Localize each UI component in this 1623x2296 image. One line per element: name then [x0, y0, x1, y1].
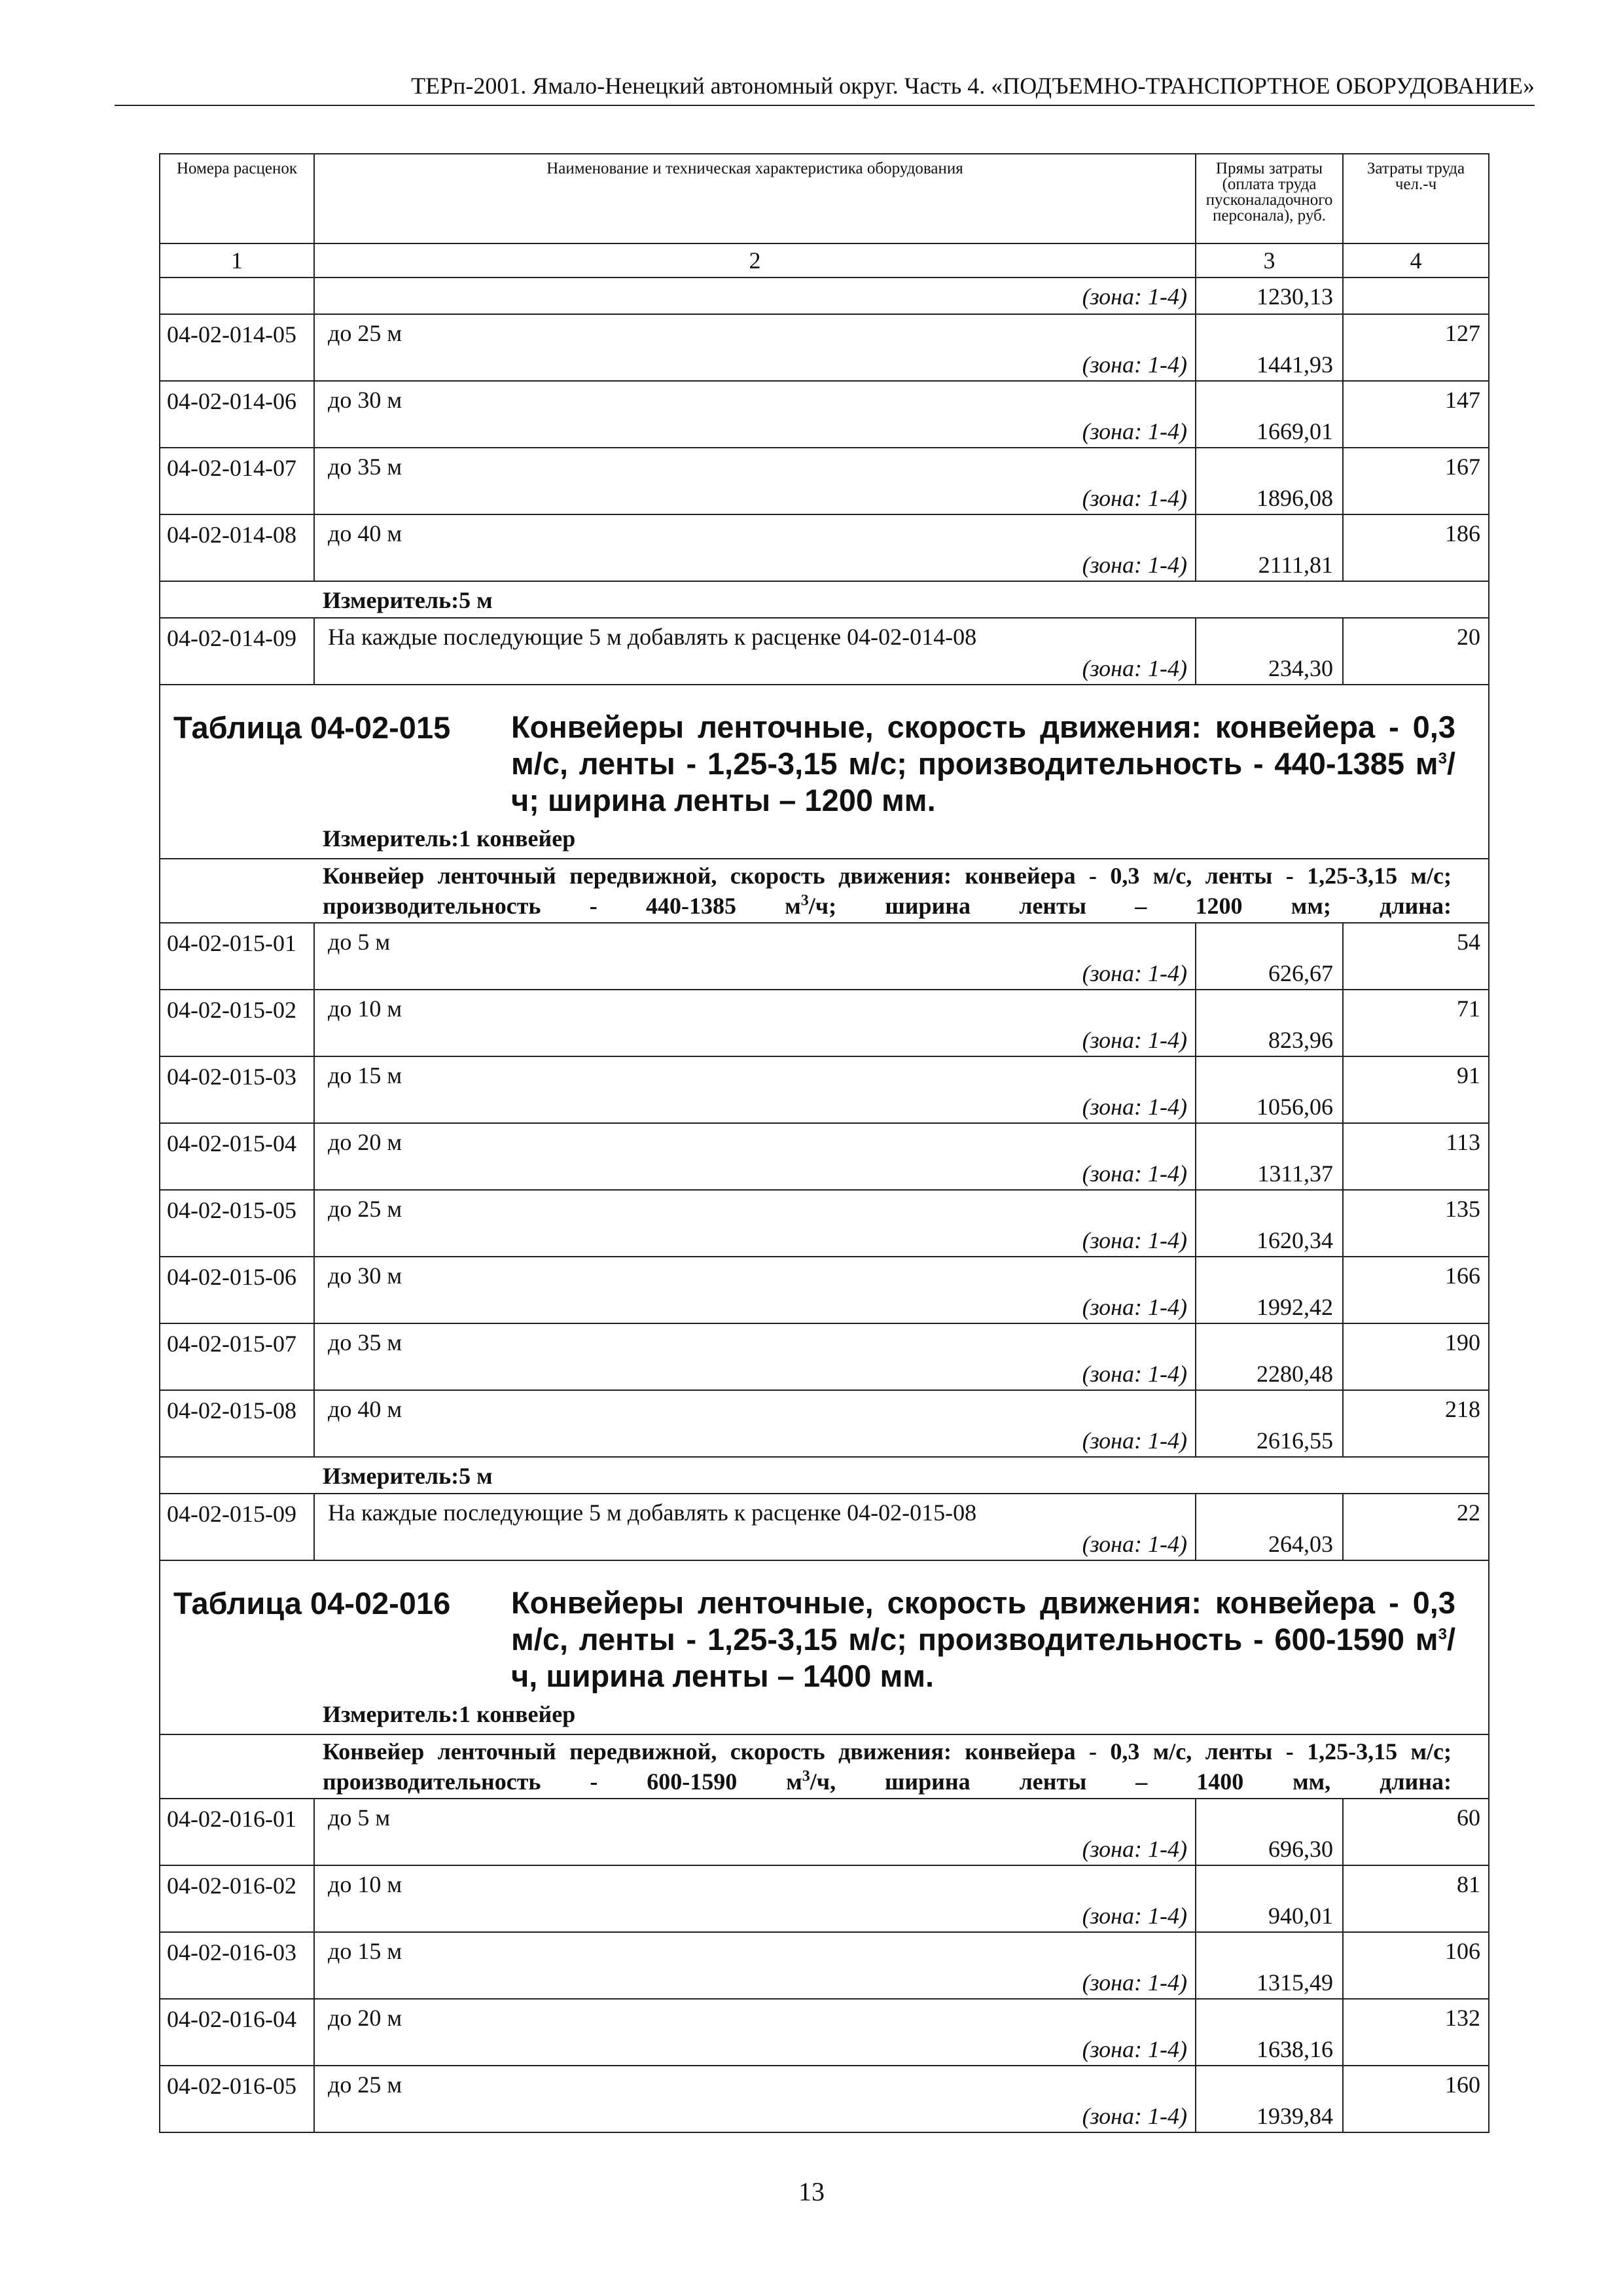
labor-value: 54	[1343, 923, 1489, 990]
running-header	[115, 67, 1535, 106]
cost-value: 823,96	[1196, 990, 1343, 1056]
description-text: производительность - 440-1385 м	[323, 893, 801, 919]
table-row	[160, 1999, 1489, 2066]
measure-label: Измеритель:5 м	[160, 581, 1489, 618]
rate-code: 04-02-016-02	[160, 1865, 314, 1932]
table-row	[160, 448, 1489, 514]
rate-name-text: до 5 м	[328, 929, 391, 955]
section-heading-row	[160, 1560, 1489, 1734]
rate-name	[314, 990, 1196, 1056]
rate-name	[314, 1323, 1196, 1390]
table-row	[160, 1799, 1489, 1865]
table-row	[160, 1323, 1489, 1390]
col-number: 4	[1343, 243, 1489, 278]
rate-name-text: до 15 м	[328, 1062, 402, 1088]
rate-name-text: до 40 м	[328, 1396, 402, 1422]
labor-value: 190	[1343, 1323, 1489, 1390]
zone-label: (зона: 1-4)	[1082, 1027, 1187, 1053]
zone-label: (зона: 1-4)	[1082, 1903, 1187, 1929]
cost-value: 264,03	[1196, 1494, 1343, 1560]
zone-label: (зона: 1-4)	[1082, 1227, 1187, 1253]
measure-row	[160, 581, 1489, 618]
zone-label: (зона: 1-4)	[1082, 1969, 1187, 1996]
rate-code: 04-02-015-03	[160, 1056, 314, 1123]
rate-name	[314, 448, 1196, 514]
rate-code: 04-02-015-06	[160, 1257, 314, 1323]
zone-label: (зона: 1-4)	[1082, 1427, 1187, 1454]
col-header-code: Номера расценок	[160, 154, 314, 243]
zone-label: (зона: 1-4)	[1082, 960, 1187, 986]
labor-value: 91	[1343, 1056, 1489, 1123]
rate-code: 04-02-014-08	[160, 514, 314, 581]
labor-value: 218	[1343, 1390, 1489, 1457]
col-header-labor: Затраты труда чел.-ч	[1343, 154, 1489, 243]
rate-name	[314, 1865, 1196, 1932]
measure-label: Измеритель:1 конвейер	[323, 1701, 576, 1727]
table-row	[160, 1932, 1489, 1999]
cost-value: 2111,81	[1196, 514, 1343, 581]
zone-label: (зона: 1-4)	[314, 278, 1196, 314]
zone-label: (зона: 1-4)	[1082, 1294, 1187, 1320]
section-title	[511, 1585, 1455, 1695]
zone-label: (зона: 1-4)	[1082, 418, 1187, 444]
cost-value: 1230,13	[1196, 278, 1343, 314]
measure-label: Измеритель:1 конвейер	[323, 825, 576, 852]
rate-name-text: до 20 м	[328, 1129, 402, 1155]
rate-code: 04-02-015-09	[160, 1494, 314, 1560]
rate-name	[314, 1999, 1196, 2066]
rate-name	[314, 314, 1196, 381]
rate-code: 04-02-016-05	[160, 2066, 314, 2132]
zone-label: (зона: 1-4)	[1082, 485, 1187, 511]
empty-cell	[1343, 278, 1489, 314]
table-row	[160, 618, 1489, 685]
cost-value: 1441,93	[1196, 314, 1343, 381]
cost-value: 234,30	[1196, 618, 1343, 685]
table-row	[160, 381, 1489, 448]
rate-name-text: до 25 м	[328, 2072, 402, 2098]
cost-value: 2280,48	[1196, 1323, 1343, 1390]
table-row	[160, 2066, 1489, 2132]
cost-value: 1315,49	[1196, 1932, 1343, 1999]
col-number: 3	[1196, 243, 1343, 278]
labor-value: 147	[1343, 381, 1489, 448]
section-title-text: /ч, ширина ленты – 1400 мм.	[511, 1622, 1455, 1693]
rate-name-text: до 25 м	[328, 1196, 402, 1222]
col-number: 1	[160, 243, 314, 278]
labor-value: 113	[1343, 1123, 1489, 1190]
table-row	[160, 1390, 1489, 1457]
rate-name	[314, 1123, 1196, 1190]
section-title-text: Конвейеры ленточные, скорость движения: конвейера - 0,3 м/с, ленты - 1,25-3,15 м/с; производительность - 440-1385 м	[511, 709, 1455, 781]
rate-name	[314, 1390, 1196, 1457]
rate-code: 04-02-014-06	[160, 381, 314, 448]
zone-label: (зона: 1-4)	[1082, 552, 1187, 578]
zone-label: (зона: 1-4)	[1082, 1094, 1187, 1120]
zone-label: (зона: 1-4)	[1082, 2103, 1187, 2129]
rate-name	[314, 514, 1196, 581]
table-row	[160, 1190, 1489, 1257]
section-title	[511, 709, 1455, 819]
table-row	[160, 1494, 1489, 1560]
rate-code: 04-02-015-01	[160, 923, 314, 990]
description-line	[323, 1767, 1452, 1797]
rates-table	[159, 153, 1489, 2133]
rate-code: 04-02-015-07	[160, 1323, 314, 1390]
measure-label: Измеритель:5 м	[160, 1457, 1489, 1494]
cost-value: 1638,16	[1196, 1999, 1343, 2066]
rate-name-text: до 30 м	[328, 1263, 402, 1289]
labor-value: 135	[1343, 1190, 1489, 1257]
cost-value: 1896,08	[1196, 448, 1343, 514]
labor-value: 20	[1343, 618, 1489, 685]
rate-name-text: до 35 м	[328, 454, 402, 480]
labor-value: 60	[1343, 1799, 1489, 1865]
zone-label: (зона: 1-4)	[1082, 2036, 1187, 2062]
rate-name-text: до 10 м	[328, 1871, 402, 1897]
column-number-row	[160, 243, 1489, 278]
section-heading	[160, 685, 1489, 859]
rate-name-text: до 40 м	[328, 520, 402, 547]
labor-value: 127	[1343, 314, 1489, 381]
cost-value: 1939,84	[1196, 2066, 1343, 2132]
table-row	[160, 1056, 1489, 1123]
rate-name-text: до 15 м	[328, 1938, 402, 1964]
cost-value: 1669,01	[1196, 381, 1343, 448]
rate-name	[314, 381, 1196, 448]
rate-name-text: до 20 м	[328, 2005, 402, 2031]
rate-name	[314, 1494, 1196, 1560]
rate-code: 04-02-016-01	[160, 1799, 314, 1865]
section-id: Таблица 04-02-016	[173, 1586, 451, 1621]
cost-value: 940,01	[1196, 1865, 1343, 1932]
superscript: 3	[802, 1768, 810, 1785]
rate-name	[314, 2066, 1196, 2132]
section-heading-row	[160, 685, 1489, 859]
section-id: Таблица 04-02-015	[173, 710, 451, 745]
cost-value: 1056,06	[1196, 1056, 1343, 1123]
col-header-cost: Прямы затраты (оплата труда пусконаладочного персонала), руб.	[1196, 154, 1343, 243]
superscript: 3	[1438, 749, 1447, 768]
equipment-description	[160, 859, 1489, 923]
col-header-name: Наименование и техническая характеристика оборудования	[314, 154, 1196, 243]
col-number: 2	[314, 243, 1196, 278]
description-text: /ч; ширина ленты – 1200 мм; длина:	[808, 893, 1452, 919]
cost-value: 2616,55	[1196, 1390, 1343, 1457]
description-text: производительность - 600-1590 м	[323, 1768, 802, 1795]
rate-name-text: до 5 м	[328, 1804, 391, 1831]
labor-value: 166	[1343, 1257, 1489, 1323]
page-number: 13	[798, 2177, 825, 2206]
zone-label: (зона: 1-4)	[1082, 655, 1187, 681]
table-row	[160, 1123, 1489, 1190]
labor-value: 106	[1343, 1932, 1489, 1999]
superscript: 3	[800, 892, 809, 909]
rate-code: 04-02-015-05	[160, 1190, 314, 1257]
rate-name	[314, 1190, 1196, 1257]
labor-value: 160	[1343, 2066, 1489, 2132]
rate-code: 04-02-016-03	[160, 1932, 314, 1999]
description-line	[323, 891, 1452, 921]
zone-label: (зона: 1-4)	[1082, 351, 1187, 378]
rate-name-text: На каждые последующие 5 м добавлять к расценке 04-02-015-08	[328, 1499, 977, 1526]
rate-name	[314, 1799, 1196, 1865]
table-row	[160, 314, 1489, 381]
cost-value: 626,67	[1196, 923, 1343, 990]
section-heading	[160, 1560, 1489, 1734]
cost-value: 1311,37	[1196, 1123, 1343, 1190]
rate-code: 04-02-015-02	[160, 990, 314, 1056]
table-row	[160, 514, 1489, 581]
table-row	[160, 1257, 1489, 1323]
continuation-row	[160, 278, 1489, 314]
table-row	[160, 923, 1489, 990]
description-text: /ч, ширина ленты – 1400 мм, длина:	[810, 1768, 1452, 1795]
labor-value: 22	[1343, 1494, 1489, 1560]
rate-name-text: до 30 м	[328, 387, 402, 413]
zone-label: (зона: 1-4)	[1082, 1361, 1187, 1387]
cost-value: 1992,42	[1196, 1257, 1343, 1323]
measure-row	[160, 1457, 1489, 1494]
labor-value: 71	[1343, 990, 1489, 1056]
rate-code: 04-02-016-04	[160, 1999, 314, 2066]
superscript: 3	[1438, 1625, 1447, 1643]
zone-label: (зона: 1-4)	[1082, 1160, 1187, 1187]
table-row	[160, 990, 1489, 1056]
cost-value: 696,30	[1196, 1799, 1343, 1865]
labor-value: 132	[1343, 1999, 1489, 2066]
rate-name	[314, 923, 1196, 990]
rate-code: 04-02-015-04	[160, 1123, 314, 1190]
rate-name-text: до 35 м	[328, 1329, 402, 1355]
column-header-row	[160, 154, 1489, 243]
rate-code: 04-02-015-08	[160, 1390, 314, 1457]
labor-value: 81	[1343, 1865, 1489, 1932]
rate-code: 04-02-014-05	[160, 314, 314, 381]
cost-value: 1620,34	[1196, 1190, 1343, 1257]
description-line: Конвейер ленточный передвижной, скорость движения: конвейера - 0,3 м/с, ленты - 1,25-3,15 м/с;	[323, 863, 1452, 889]
rate-code: 04-02-014-07	[160, 448, 314, 514]
labor-value: 167	[1343, 448, 1489, 514]
rate-name-text: На каждые последующие 5 м добавлять к расценке 04-02-014-08	[328, 624, 977, 650]
labor-value: 186	[1343, 514, 1489, 581]
rate-name	[314, 618, 1196, 685]
rate-name	[314, 1257, 1196, 1323]
table-row	[160, 1865, 1489, 1932]
rate-code: 04-02-014-09	[160, 618, 314, 685]
description-line: Конвейер ленточный передвижной, скорость движения: конвейера - 0,3 м/с, ленты - 1,25-3,15 м/с;	[323, 1738, 1452, 1765]
section-title-text: /ч; ширина ленты – 1200 мм.	[511, 746, 1455, 817]
rate-name	[314, 1932, 1196, 1999]
section-title-text: Конвейеры ленточные, скорость движения: конвейера - 0,3 м/с, ленты - 1,25-3,15 м/с; производительность - 600-1590 м	[511, 1585, 1455, 1657]
description-row	[160, 859, 1489, 923]
equipment-description	[160, 1734, 1489, 1799]
rate-name	[314, 1056, 1196, 1123]
empty-cell	[160, 278, 314, 314]
rate-name-text: до 10 м	[328, 996, 402, 1022]
zone-label: (зона: 1-4)	[1082, 1531, 1187, 1557]
header-title: ТЕРп-2001. Ямало-Ненецкий автономный округ. Часть 4. «ПОДЪЕМНО-ТРАНСПОРТНОЕ ОБОРУДОВАНИЕ»	[411, 73, 1535, 99]
description-row	[160, 1734, 1489, 1799]
rate-name-text: до 25 м	[328, 320, 402, 346]
zone-label: (зона: 1-4)	[1082, 1836, 1187, 1862]
